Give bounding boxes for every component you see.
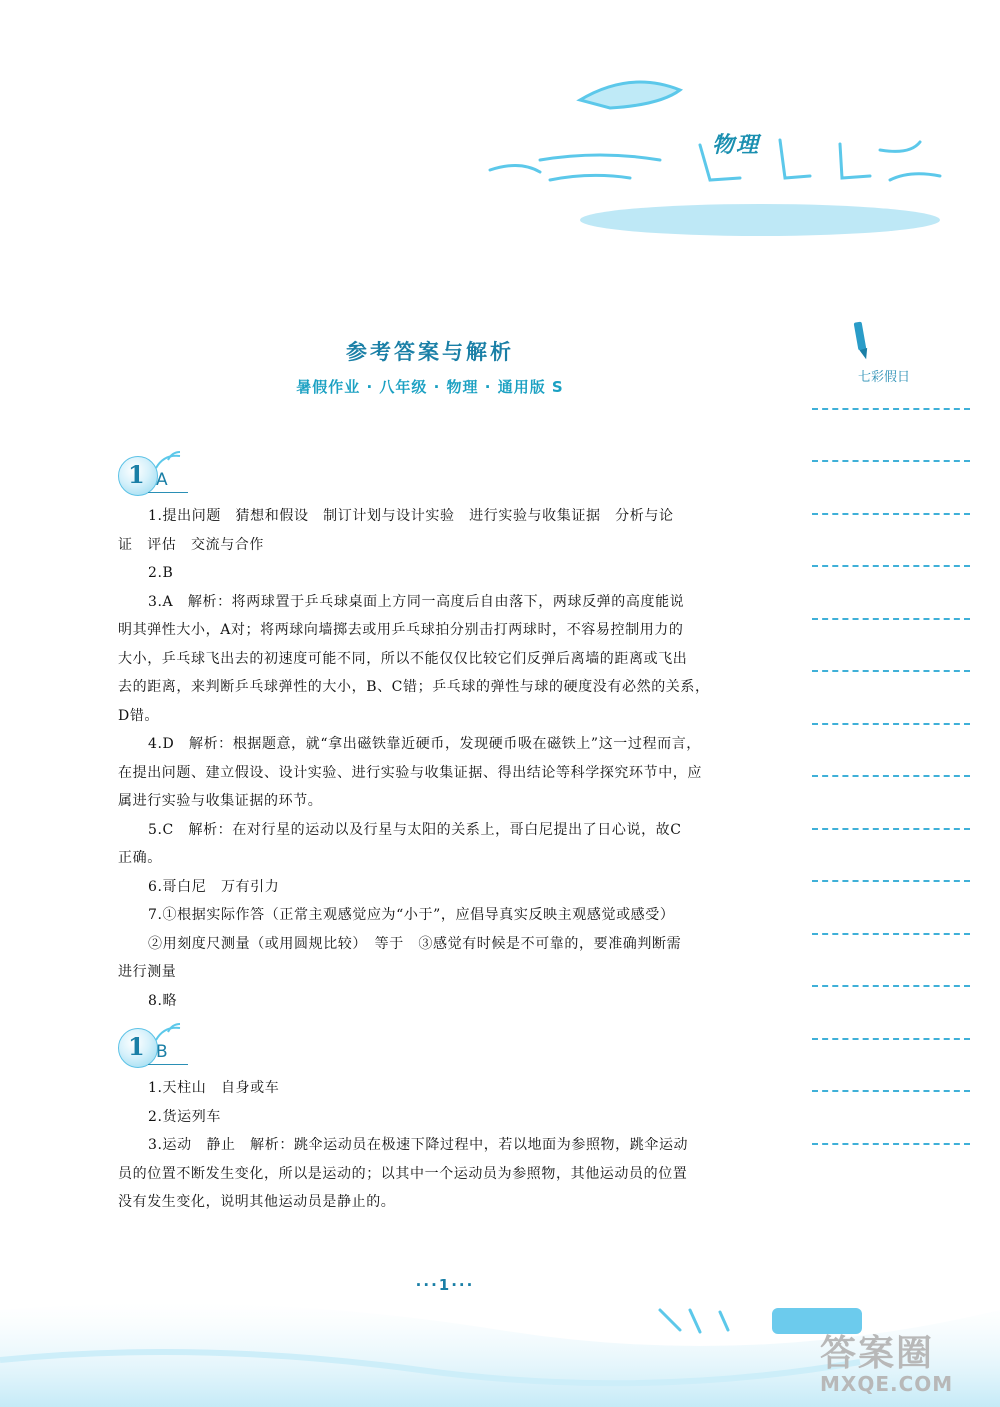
answer-line: 明其弹性大小，A对；将两球向墙掷去或用乒乓球拍分别击打两球时，不容易控制用力的 (118, 622, 684, 638)
brand-name: 七彩假日 (858, 370, 911, 385)
answer-item (118, 1103, 742, 1132)
answer-line: 2.B (148, 565, 174, 581)
note-line (812, 1038, 970, 1040)
answer-item (118, 873, 742, 902)
note-line (812, 408, 970, 410)
answer-line: 去的距离，来判断乒乓球弹性的大小，B、C错；乒乓球的弹性与球的硬度没有必然的关系， (118, 679, 710, 695)
note-line (812, 460, 970, 462)
answer-line: 证 评估 交流与合作 (118, 536, 264, 553)
answer-line: 3.A 解析：将两球置于乒乓球桌面上方同一高度后自由落下，两球反弹的高度能说 (148, 593, 685, 610)
answer-line: 8.略 (148, 992, 178, 1009)
page-number: ···1··· (415, 1276, 475, 1294)
note-line (812, 565, 970, 567)
answer-line: 在提出问题、建立假设、设计实验、进行实验与收集证据、得出结论等科学探究环节中，应 (118, 764, 702, 781)
section-badge-1b (118, 1024, 188, 1070)
badge-underline (148, 492, 188, 493)
answer-line: 6.哥白尼 万有引力 (148, 878, 280, 895)
answer-line: 进行测量 (118, 964, 177, 980)
answer-item (118, 987, 742, 1016)
pencil-icon (846, 320, 876, 364)
section-1a-answers (118, 502, 742, 1015)
note-line (812, 828, 970, 830)
answer-item (118, 502, 742, 559)
sprout-icon (154, 1022, 184, 1042)
answer-item (118, 730, 742, 816)
note-line (812, 775, 970, 777)
section-number: 1 (128, 460, 145, 489)
answer-item (118, 588, 742, 731)
answer-line: 7.①根据实际作答（正常主观感觉应为“小于”，应倡导真实反映主观感觉或感受） (148, 907, 675, 923)
page-subtitle: 暑假作业 · 八年级 · 物理 · 通用版 S (296, 378, 564, 396)
answer-line: 5.C 解析：在对行星的运动以及行星与太阳的关系上，哥白尼提出了日心说，故C (148, 821, 682, 838)
answer-line: 正确。 (118, 850, 162, 866)
section-letter: B (156, 1042, 168, 1062)
answer-item (118, 559, 742, 588)
answer-line: D错。 (118, 707, 160, 724)
note-line (812, 933, 970, 935)
answer-line: 1.天柱山 自身或车 (148, 1080, 280, 1096)
section-1b-answers (118, 1074, 742, 1217)
page-title: 参考答案与解析 (346, 340, 514, 364)
answer-item (118, 901, 742, 987)
answer-item (118, 1131, 742, 1217)
subject-label: 物理 (712, 133, 761, 158)
answer-line: ②用刻度尺测量（或用圆规比较） 等于 ③感觉有时候是不可靠的，要准确判断需 (148, 935, 682, 952)
answer-line: 没有发生变化，说明其他运动员是静止的。 (118, 1194, 396, 1210)
answer-line: 员的位置不断发生变化，所以是运动的；以其中一个运动员为参照物，其他运动员的位置 (118, 1165, 688, 1182)
note-line (812, 723, 970, 725)
note-line (812, 513, 970, 515)
section-letter: A (156, 470, 168, 490)
watermark-title: 答案圈 (820, 1333, 935, 1374)
watermark (820, 1325, 990, 1396)
answer-line: 1.提出问题 猜想和假设 制订计划与设计实验 进行实验与收集证据 分析与论 (148, 508, 674, 524)
badge-underline (148, 1064, 188, 1065)
note-line (812, 618, 970, 620)
section-badge-1a (118, 452, 188, 498)
answer-line: 属进行实验与收集证据的环节。 (118, 793, 323, 809)
note-line (812, 1143, 970, 1145)
answer-line: 4.D 解析：根据题意，就“拿出磁铁靠近硬币，发现硬币吸在磁铁上”这一过程而言， (148, 736, 701, 752)
answer-line: 大小，乒乓球飞出去的初速度可能不同，所以不能仅仅比较它们反弹后离墙的距离或飞出 (118, 650, 688, 667)
answer-item (118, 1074, 742, 1103)
answer-item (118, 816, 742, 873)
note-line (812, 880, 970, 882)
sprout-icon (154, 450, 184, 470)
watermark-url: MXQE.COM (820, 1372, 954, 1396)
answer-line: 2.货运列车 (148, 1108, 221, 1125)
note-line (812, 1090, 970, 1092)
answer-line: 3.运动 静止 解析：跳伞运动员在极速下降过程中，若以地面为参照物，跳伞运动 (148, 1137, 689, 1153)
note-line (812, 670, 970, 672)
section-number: 1 (128, 1032, 145, 1061)
note-line (812, 985, 970, 987)
